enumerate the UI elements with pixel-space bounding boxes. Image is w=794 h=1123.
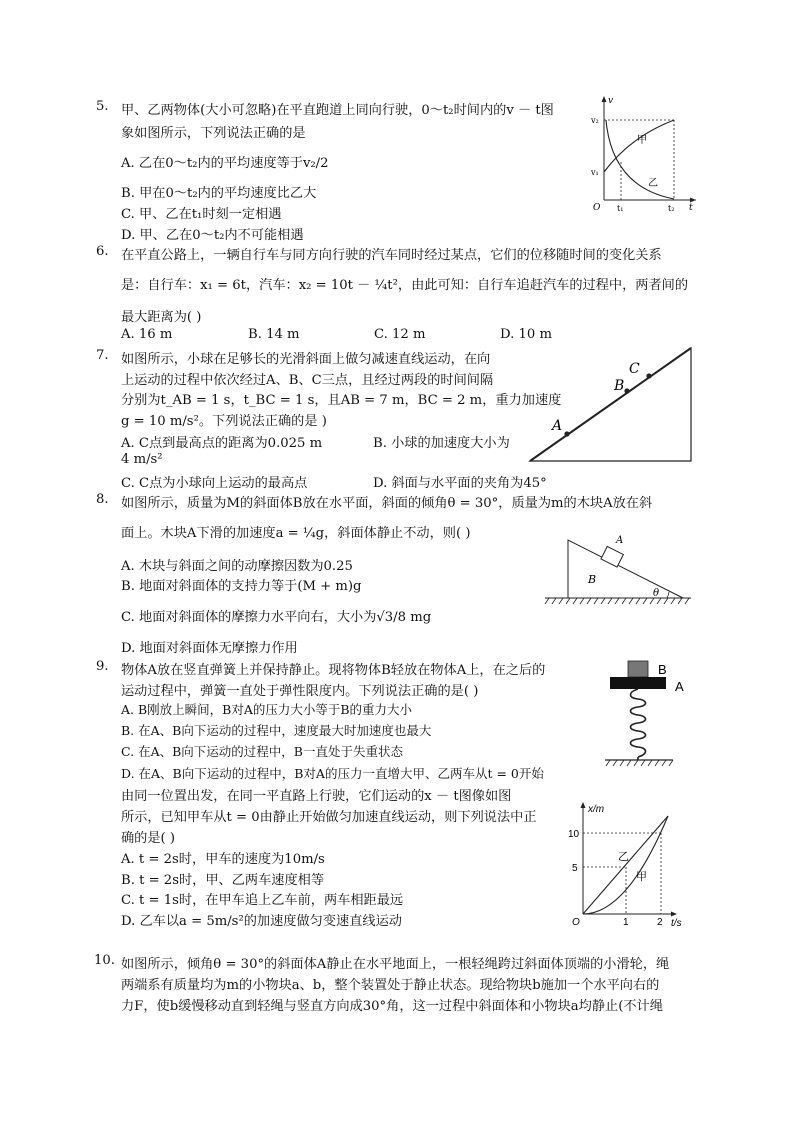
q5-fig-v1: v₁ (591, 168, 599, 177)
q9-stem-line2: 运动过程中，弹簧一直处于弹性限度内。下列说法正确的是( ) (121, 684, 479, 699)
q7-option-a: A. C点到最高点的距离为0.025 m (121, 436, 323, 451)
q9b-option-b: B. t = 2s时，甲、乙两车速度相等 (121, 873, 325, 888)
q8-option-b: B. 地面对斜面体的支持力等于(M + m)g (121, 579, 362, 594)
q9b-fig-origin: O (572, 917, 580, 928)
q9-spring-figure (603, 657, 703, 772)
q5-fig-origin: O (593, 203, 601, 213)
q9b-line2: 所示，已知甲车从t = 0由静止开始做匀加速直线运动，则下列说法中正 (121, 810, 537, 825)
q8-fig-label-b: B (588, 573, 597, 586)
q5-vt-graph (590, 92, 700, 212)
q6-option-a: A. 16 m (121, 327, 173, 342)
q5-fig-yi: 乙 (648, 178, 658, 189)
q10-number: 10. (94, 953, 115, 968)
q9-fig-label-a: A (675, 679, 684, 694)
q9-fig-label-b: B (658, 662, 667, 677)
q7-fig-label-a: A (552, 418, 563, 434)
q5-fig-t-label: t (689, 203, 693, 213)
q5-option-a: A. 乙在0～t₂内的平均速度等于v₂/2 (121, 156, 329, 171)
q7-option-b: B. 小球的加速度大小为 (373, 436, 510, 451)
q9-number: 9. (96, 659, 109, 674)
q7-fig-label-b: B (614, 378, 625, 394)
q8-option-d: D. 地面对斜面体无摩擦力作用 (121, 641, 298, 656)
q6-stem-line3: 最大距离为( ) (121, 310, 202, 325)
q5-fig-t2: t₂ (668, 204, 675, 213)
q5-stem-line2: 象如图所示，下列说法正确的是 (121, 126, 306, 141)
q7-stem-line2: 上运动的过程中依次经过A、B、C三点，且经过两段的时间间隔 (121, 373, 494, 388)
q9b-fig-tick-10: 10 (568, 829, 580, 840)
q10-line3: 力F，使b缓慢移动直到轻绳与竖直方向成30°角，这一过程中斜面体和小物块a均静止(不计绳 (121, 999, 663, 1014)
q6-stem-line2: 是：自行车：x₁ = 6t，汽车：x₂ = 10t － ¼t²，由此可知：自行车追赶汽车的过程中，两者间的 (121, 278, 689, 293)
q9-option-d: D. 在A、B向下运动的过程中，B对A的压力一直增大甲、乙两车从t = 0开始 (121, 766, 544, 781)
q5-fig-v-label: v (608, 96, 614, 106)
q9b-xt-graph (567, 800, 692, 930)
q9-stem-line1: 物体A放在竖直弹簧上并保持静止。现将物体B轻放在物体A上，在之后的 (121, 663, 546, 678)
q9b-fig-tick-1: 1 (623, 917, 629, 928)
q8-fig-label-a: A (616, 535, 624, 546)
q7-option-c: C. C点为小球向上运动的最高点 (121, 476, 308, 491)
q6-stem-line1: 在平直公路上，一辆自行车与同方向行驶的汽车同时经过某点，它们的位移随时间的变化关系 (121, 248, 662, 263)
q7-option-d: D. 斜面与水平面的夹角为45° (373, 476, 547, 491)
q8-wedge-figure (543, 532, 693, 612)
q6-number: 6. (96, 244, 109, 259)
q9b-option-c: C. t = 1s时，在甲车追上乙车前，两车相距最远 (121, 893, 404, 908)
q9b-fig-yi: 乙 (618, 850, 629, 863)
q5-fig-jia: 甲 (637, 135, 647, 146)
q5-stem-line1: 甲、乙两物体(大小可忽略)在平直跑道上同向行驶，0～t₂时间内的v － t图 (121, 103, 554, 118)
q7-stem-line3: 分别为t_AB = 1 s，t_BC = 1 s，且AB = 7 m，BC = 2 m，重力加速度 (121, 393, 562, 408)
q8-option-a: A. 木块与斜面之间的动摩擦因数为0.25 (121, 559, 353, 574)
q8-number: 8. (96, 492, 109, 507)
q7-incline-figure (525, 343, 695, 468)
q7-stem-line1: 如图所示，小球在足够长的光滑斜面上做匀减速直线运动，在向 (121, 352, 491, 367)
q5-option-d: D. 甲、乙在0～t₂内不可能相遇 (121, 228, 304, 243)
q9b-option-a: A. t = 2s时，甲车的速度为10m/s (121, 852, 325, 867)
q10-line2: 两端系有质量均为m的小物块a、b，整个装置处于静止状态。现给物块b施加一个水平向右的 (121, 978, 660, 993)
q7-option-b-cont: 4 m/s² (121, 452, 163, 467)
q9-option-b: B. 在A、B向下运动的过程中，速度最大时加速度也最大 (121, 723, 432, 738)
q8-stem-line2: 面上。木块A下滑的加速度a = ¼g，斜面体静止不动，则( ) (121, 526, 471, 541)
q7-number: 7. (96, 348, 109, 363)
q9-option-a: A. B刚放上瞬间，B对A的压力大小等于B的重力大小 (121, 702, 413, 717)
q9b-fig-jia: 甲 (636, 870, 647, 883)
q5-fig-v2: v₂ (591, 116, 599, 125)
q9b-fig-x-label: x/m (588, 804, 605, 815)
q8-option-c: C. 地面对斜面体的摩擦力水平向右，大小为√3/8 mg (121, 610, 432, 625)
q5-option-b: B. 甲在0～t₂内的平均速度比乙大 (121, 186, 317, 201)
q6-option-c: C. 12 m (374, 327, 426, 342)
q5-number: 5. (96, 99, 109, 114)
q9b-option-d: D. 乙车以a = 5m/s²的加速度做匀变速直线运动 (121, 914, 402, 929)
q9b-fig-tick-5: 5 (572, 863, 578, 874)
q7-stem-line4: g = 10 m/s²。下列说法正确的是 ) (121, 414, 327, 429)
q6-option-d: D. 10 m (500, 327, 552, 342)
q6-option-b: B. 14 m (248, 327, 300, 342)
q8-stem-line1: 如图所示，质量为M的斜面体B放在水平面，斜面的倾角θ = 30°，质量为m的木块A放在斜 (121, 496, 653, 511)
q10-line1: 如图所示，倾角θ = 30°的斜面体A静止在水平地面上，一根轻绳跨过斜面体顶端的小滑轮，绳 (121, 957, 670, 972)
q8-fig-label-theta: θ (653, 588, 660, 599)
q9-option-c: C. 在A、B向下运动的过程中，B一直处于失重状态 (121, 744, 403, 759)
q9b-fig-tick-2: 2 (657, 917, 663, 928)
q9b-fig-t-label: t/s (671, 918, 682, 929)
q5-option-c: C. 甲、乙在t₁时刻一定相遇 (121, 207, 282, 222)
q9b-line3: 确的是( ) (121, 831, 176, 846)
q5-fig-t1: t₁ (617, 204, 624, 213)
q7-fig-label-c: C (629, 361, 640, 377)
q9b-line1: 由同一位置出发，在同一平直路上行驶，它们运动的x － t图像如图 (121, 789, 512, 804)
